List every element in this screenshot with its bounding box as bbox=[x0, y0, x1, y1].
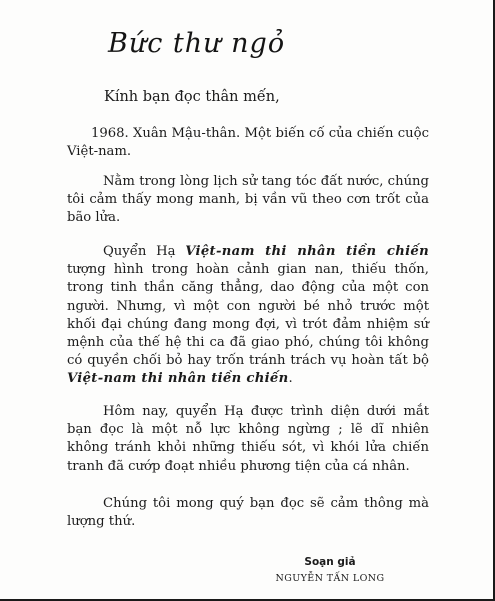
paragraph-2: Nằm trong lòng lịch sử tang tóc đất nước, chúng tôi cảm thấy mong manh, bị vần vũ theo cơn trốt của bão lửa. bbox=[67, 174, 429, 226]
paragraph-3-after: . bbox=[288, 371, 293, 387]
signature-role: Soạn giả bbox=[304, 556, 356, 568]
book-title-emphasis-2: Việt-nam thi nhân tiền chiến bbox=[67, 371, 289, 387]
paragraph-1: 1968. Xuân Mậu-thân. Một biến cố của chiến cuộc Việt-nam. bbox=[67, 126, 429, 160]
page-title: Bức thư ngỏ bbox=[108, 28, 286, 59]
paragraph-3-middle: tượng hình trong hoàn cảnh gian nan, thiếu thốn, trong tinh thần căng thẳng, dao động của một con người. Nhưng, vì một con người bé nhỏ trước một khối đại chúng đang mong đợi, vì trót đảm nhiệm sứ mệnh của thế hệ thi ca đã giao phó, chúng tôi không có quyền chối bỏ hay trốn tránh trách vụ hoàn tất bộ bbox=[67, 262, 429, 369]
paragraph-3-before: Quyển Hạ bbox=[103, 244, 186, 259]
paragraph-5: Chúng tôi mong quý bạn đọc sẽ cảm thông mà lượng thứ. bbox=[67, 496, 429, 530]
paragraph-3 bbox=[67, 243, 429, 389]
salutation: Kính bạn đọc thân mến, bbox=[104, 89, 280, 105]
book-title-emphasis: Việt-nam thi nhân tiền chiến bbox=[185, 244, 430, 259]
paragraph-4: Hôm nay, quyển Hạ được trình diện dưới mắt bạn đọc là một nỗ lực không ngừng ; lẽ dĩ nhiên không tránh khỏi những thiếu sót, vì khói lửa chiến tranh đã cướp đoạt nhiều phương tiện của cá nhân. bbox=[67, 404, 429, 474]
signature-name: NGUYỄN TẤN LONG bbox=[275, 573, 385, 584]
